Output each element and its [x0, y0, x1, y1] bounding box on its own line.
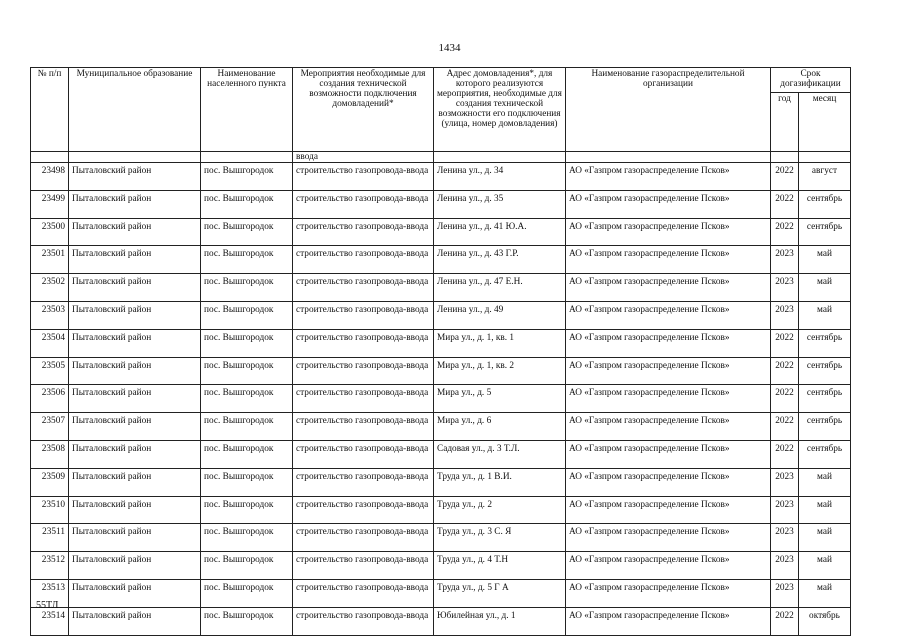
cell-address: Ленина ул., д. 35: [434, 190, 566, 218]
cell-municipality: Пыталовский район: [69, 385, 201, 413]
cell-organization: АО «Газпром газораспределение Псков»: [566, 524, 771, 552]
cell-measure: строительство газопровода-ввода: [293, 190, 434, 218]
cell-year: 2023: [771, 524, 799, 552]
cell-year: 2023: [771, 579, 799, 607]
cell-year: 2022: [771, 413, 799, 441]
cell-settlement: пос. Вышгородок: [201, 496, 293, 524]
cell-address: Труда ул., д. 4 Т.Н: [434, 552, 566, 580]
cell-organization: АО «Газпром газораспределение Псков»: [566, 413, 771, 441]
cell-year: 2022: [771, 163, 799, 191]
table-row: [31, 468, 851, 496]
table-row: [31, 302, 851, 330]
cell-municipality: Пыталовский район: [69, 496, 201, 524]
cell-settlement: пос. Вышгородок: [201, 329, 293, 357]
cell-num: 23507: [31, 413, 69, 441]
cell-month: октябрь: [799, 607, 851, 635]
cell-municipality: Пыталовский район: [69, 246, 201, 274]
cell-organization: АО «Газпром газораспределение Псков»: [566, 329, 771, 357]
cell-year: 2023: [771, 468, 799, 496]
cell-address: Ленина ул., д. 34: [434, 163, 566, 191]
cell-settlement: пос. Вышгородок: [201, 385, 293, 413]
cell-month: сентябрь: [799, 357, 851, 385]
cell-month: май: [799, 246, 851, 274]
cell-year: 2023: [771, 302, 799, 330]
cell-year: 2022: [771, 441, 799, 469]
cell-settlement: пос. Вышгородок: [201, 552, 293, 580]
table-row: [31, 607, 851, 635]
cell-measure: строительство газопровода-ввода: [293, 524, 434, 552]
cell-organization: АО «Газпром газораспределение Псков»: [566, 468, 771, 496]
cell-settlement: пос. Вышгородок: [201, 579, 293, 607]
cell-measure: строительство газопровода-ввода: [293, 246, 434, 274]
cell-settlement: пос. Вышгородок: [201, 218, 293, 246]
table-row: [31, 218, 851, 246]
cell-num: 23508: [31, 441, 69, 469]
cell-organization: АО «Газпром газораспределение Псков»: [566, 190, 771, 218]
cell-month: май: [799, 302, 851, 330]
cell-year: 2022: [771, 218, 799, 246]
cell-organization: АО «Газпром газораспределение Псков»: [566, 385, 771, 413]
table-row: [31, 441, 851, 469]
cell-month: сентябрь: [799, 441, 851, 469]
cell-address: Ленина ул., д. 47 Е.Н.: [434, 274, 566, 302]
table-row: [31, 329, 851, 357]
cell-organization: АО «Газпром газораспределение Псков»: [566, 218, 771, 246]
cell-month: сентябрь: [799, 329, 851, 357]
cell-organization: АО «Газпром газораспределение Псков»: [566, 274, 771, 302]
cell-month: сентябрь: [799, 385, 851, 413]
cell-municipality: Пыталовский район: [69, 302, 201, 330]
cell-num: 23514: [31, 607, 69, 635]
cell-address: Труда ул., д. 3 С. Я: [434, 524, 566, 552]
cell-num: 23504: [31, 329, 69, 357]
cell-num: 23502: [31, 274, 69, 302]
cell-address: Труда ул., д. 2: [434, 496, 566, 524]
header-deadline: Срок догазификации: [771, 68, 851, 93]
cell-year: 2022: [771, 357, 799, 385]
cell-municipality: Пыталовский район: [69, 329, 201, 357]
cell-year: 2022: [771, 607, 799, 635]
cell-settlement: пос. Вышгородок: [201, 607, 293, 635]
header-municipality: Муниципальное образование: [69, 68, 201, 152]
cell-organization: АО «Газпром газораспределение Псков»: [566, 357, 771, 385]
cell-num: 23499: [31, 190, 69, 218]
header-address: Адрес домовладения*, для которого реализуются мероприятия, необходимые для создания технической возможности его подключения (улица, номер домовладения): [434, 68, 566, 152]
header-organization: Наименование газораспределительной организации: [566, 68, 771, 152]
cell-month: май: [799, 274, 851, 302]
table-row: [31, 579, 851, 607]
cell-organization: АО «Газпром газораспределение Псков»: [566, 302, 771, 330]
cell-organization: АО «Газпром газораспределение Псков»: [566, 579, 771, 607]
gasification-table: [30, 67, 851, 636]
cell-month: сентябрь: [799, 218, 851, 246]
table-row: [31, 552, 851, 580]
cell-settlement: пос. Вышгородок: [201, 468, 293, 496]
cell-organization: АО «Газпром газораспределение Псков»: [566, 441, 771, 469]
cell-address: Труда ул., д. 1 В.И.: [434, 468, 566, 496]
cell-num: 23500: [31, 218, 69, 246]
header-measures: Мероприятия необходимые для создания технической возможности подключения домовладений*: [293, 68, 434, 152]
cell-year: 2022: [771, 385, 799, 413]
cell-measure: строительство газопровода-ввода: [293, 274, 434, 302]
cell-num: 23511: [31, 524, 69, 552]
cell-measure: строительство газопровода-ввода: [293, 357, 434, 385]
cell-address: Мира ул., д. 1, кв. 1: [434, 329, 566, 357]
cell-num: 23501: [31, 246, 69, 274]
cell-address: Ленина ул., д. 49: [434, 302, 566, 330]
cell-num: 23503: [31, 302, 69, 330]
header-month: месяц: [799, 93, 851, 152]
cell-year: 2023: [771, 496, 799, 524]
table-row: [31, 246, 851, 274]
table-row: [31, 413, 851, 441]
cell-address: Садовая ул., д. 3 Т.Л.: [434, 441, 566, 469]
cell-settlement: пос. Вышгородок: [201, 302, 293, 330]
cell-municipality: Пыталовский район: [69, 357, 201, 385]
cell-measure: строительство газопровода-ввода: [293, 218, 434, 246]
cell-num: 23513: [31, 579, 69, 607]
table-row: [31, 524, 851, 552]
page-number: 1434: [438, 42, 461, 54]
cell-municipality: Пыталовский район: [69, 468, 201, 496]
cell-organization: АО «Газпром газораспределение Псков»: [566, 607, 771, 635]
cell-measure: строительство газопровода-ввода: [293, 329, 434, 357]
continuation-text: ввода: [293, 152, 434, 163]
cell-address: Труда ул., д. 5 Г А: [434, 579, 566, 607]
cell-measure: строительство газопровода-ввода: [293, 496, 434, 524]
cell-measure: строительство газопровода-ввода: [293, 552, 434, 580]
cell-municipality: Пыталовский район: [69, 163, 201, 191]
header-settlement: Наименование населенного пункта: [201, 68, 293, 152]
cell-municipality: Пыталовский район: [69, 190, 201, 218]
cell-num: 23498: [31, 163, 69, 191]
cell-measure: строительство газопровода-ввода: [293, 607, 434, 635]
cell-month: май: [799, 496, 851, 524]
cell-month: май: [799, 579, 851, 607]
cell-year: 2023: [771, 246, 799, 274]
cell-measure: строительство газопровода-ввода: [293, 468, 434, 496]
cell-measure: строительство газопровода-ввода: [293, 385, 434, 413]
cell-year: 2022: [771, 190, 799, 218]
cell-municipality: Пыталовский район: [69, 552, 201, 580]
cell-num: 23512: [31, 552, 69, 580]
cell-year: 2023: [771, 552, 799, 580]
cell-municipality: Пыталовский район: [69, 413, 201, 441]
cell-municipality: Пыталовский район: [69, 579, 201, 607]
cell-address: Ленина ул., д. 43 Г.Р.: [434, 246, 566, 274]
cell-municipality: Пыталовский район: [69, 607, 201, 635]
cell-municipality: Пыталовский район: [69, 274, 201, 302]
cell-municipality: Пыталовский район: [69, 218, 201, 246]
cell-month: сентябрь: [799, 190, 851, 218]
cell-measure: строительство газопровода-ввода: [293, 163, 434, 191]
footer-code: 55ТЛ: [36, 600, 59, 611]
cell-year: 2022: [771, 329, 799, 357]
table-row: [31, 385, 851, 413]
cell-num: 23510: [31, 496, 69, 524]
cell-address: Мира ул., д. 5: [434, 385, 566, 413]
cell-settlement: пос. Вышгородок: [201, 274, 293, 302]
cell-measure: строительство газопровода-ввода: [293, 441, 434, 469]
cell-measure: строительство газопровода-ввода: [293, 302, 434, 330]
cell-month: сентябрь: [799, 413, 851, 441]
cell-municipality: Пыталовский район: [69, 524, 201, 552]
cell-organization: АО «Газпром газораспределение Псков»: [566, 246, 771, 274]
continuation-row: [31, 152, 851, 163]
cell-settlement: пос. Вышгородок: [201, 413, 293, 441]
cell-year: 2023: [771, 274, 799, 302]
table-row: [31, 357, 851, 385]
table-row: [31, 274, 851, 302]
table-row: [31, 496, 851, 524]
cell-organization: АО «Газпром газораспределение Псков»: [566, 496, 771, 524]
cell-settlement: пос. Вышгородок: [201, 163, 293, 191]
cell-address: Ленина ул., д. 41 Ю.А.: [434, 218, 566, 246]
cell-organization: АО «Газпром газораспределение Псков»: [566, 552, 771, 580]
cell-address: Мира ул., д. 6: [434, 413, 566, 441]
cell-month: май: [799, 524, 851, 552]
header-num: № п/п: [31, 68, 69, 152]
cell-month: август: [799, 163, 851, 191]
cell-settlement: пос. Вышгородок: [201, 441, 293, 469]
cell-municipality: Пыталовский район: [69, 441, 201, 469]
cell-num: 23505: [31, 357, 69, 385]
cell-measure: строительство газопровода-ввода: [293, 413, 434, 441]
cell-address: Мира ул., д. 1, кв. 2: [434, 357, 566, 385]
cell-month: май: [799, 552, 851, 580]
cell-measure: строительство газопровода-ввода: [293, 579, 434, 607]
table-row: [31, 163, 851, 191]
cell-settlement: пос. Вышгородок: [201, 357, 293, 385]
table-row: [31, 190, 851, 218]
cell-settlement: пос. Вышгородок: [201, 524, 293, 552]
cell-num: 23506: [31, 385, 69, 413]
cell-address: Юбилейная ул., д. 1: [434, 607, 566, 635]
header-year: год: [771, 93, 799, 152]
cell-month: май: [799, 468, 851, 496]
cell-organization: АО «Газпром газораспределение Псков»: [566, 163, 771, 191]
cell-settlement: пос. Вышгородок: [201, 190, 293, 218]
cell-settlement: пос. Вышгородок: [201, 246, 293, 274]
cell-num: 23509: [31, 468, 69, 496]
